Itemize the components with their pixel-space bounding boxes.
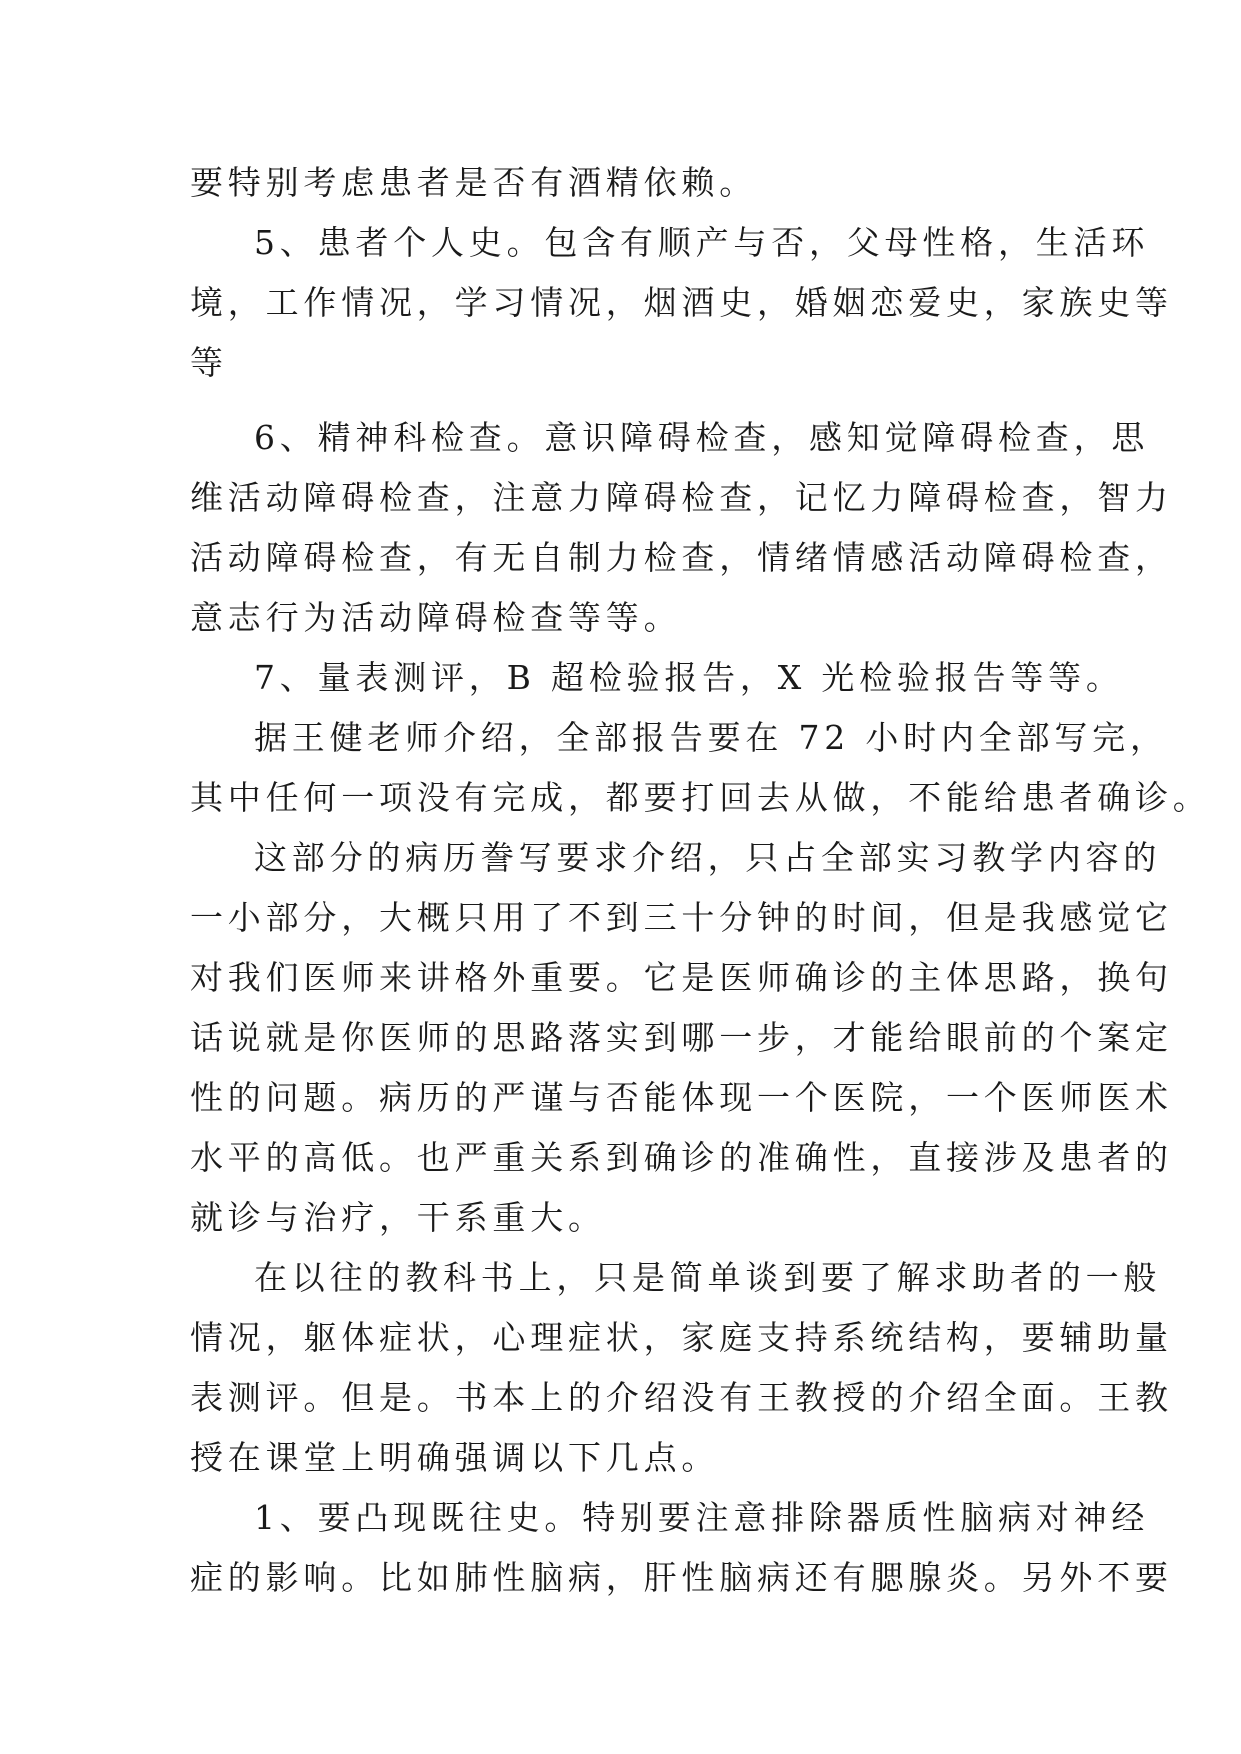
text-line: 就诊与治疗，干系重大。 [190,1198,606,1237]
text-line: 在以往的教科书上，只是简单谈到要了解求助者的一般 [254,1258,1162,1297]
text-line: 据王健老师介绍，全部报告要在 72 小时内全部写完， [254,718,1168,757]
text-line: 授在课堂上明确强调以下几点。 [190,1438,720,1477]
text-line: 这部分的病历誊写要求介绍，只占全部实习教学内容的 [254,838,1162,877]
text-line: 话说就是你医师的思路落实到哪一步，才能给眼前的个案定 [190,1018,1173,1057]
text-line: 水平的高低。也严重关系到确诊的准确性，直接涉及患者的 [190,1138,1173,1177]
text-line: 一小部分，大概只用了不到三十分钟的时间，但是我感觉它 [190,898,1173,937]
text-line: 表测评。但是。书本上的介绍没有王教授的介绍全面。王教 [190,1378,1173,1417]
text-line: 对我们医师来讲格外重要。它是医师确诊的主体思路，换句 [190,958,1173,997]
text-line: 情况，躯体症状，心理症状，家庭支持系统结构，要辅助量 [190,1318,1173,1357]
text-line: 要特别考虑患者是否有酒精依赖。 [190,163,757,202]
text-line: 等 [190,343,228,382]
text-line: 其中任何一项没有完成，都要打回去从做，不能给患者确诊。 [190,778,1211,817]
text-line: 维活动障碍检查，注意力障碍检查，记忆力障碍检查，智力 [190,478,1173,517]
text-line: 境，工作情况，学习情况，烟酒史，婚姻恋爱史，家族史等 [190,283,1173,322]
text-line: 6、精神科检查。意识障碍检查，感知觉障碍检查，思 [254,418,1150,457]
text-line: 7、量表测评，B 超检验报告，X 光检验报告等等。 [254,658,1124,697]
text-line: 活动障碍检查，有无自制力检查，情绪情感活动障碍检查， [190,538,1173,577]
text-line: 意志行为活动障碍检查等等。 [190,598,682,637]
text-line: 症的影响。比如肺性脑病，肝性脑病还有腮腺炎。另外不要 [190,1558,1173,1597]
text-line: 5、患者个人史。包含有顺产与否，父母性格，生活环 [254,223,1150,262]
text-line: 1、要凸现既往史。特别要注意排除器质性脑病对神经 [254,1498,1150,1537]
text-line: 性的问题。病历的严谨与否能体现一个医院，一个医师医术 [190,1078,1173,1117]
